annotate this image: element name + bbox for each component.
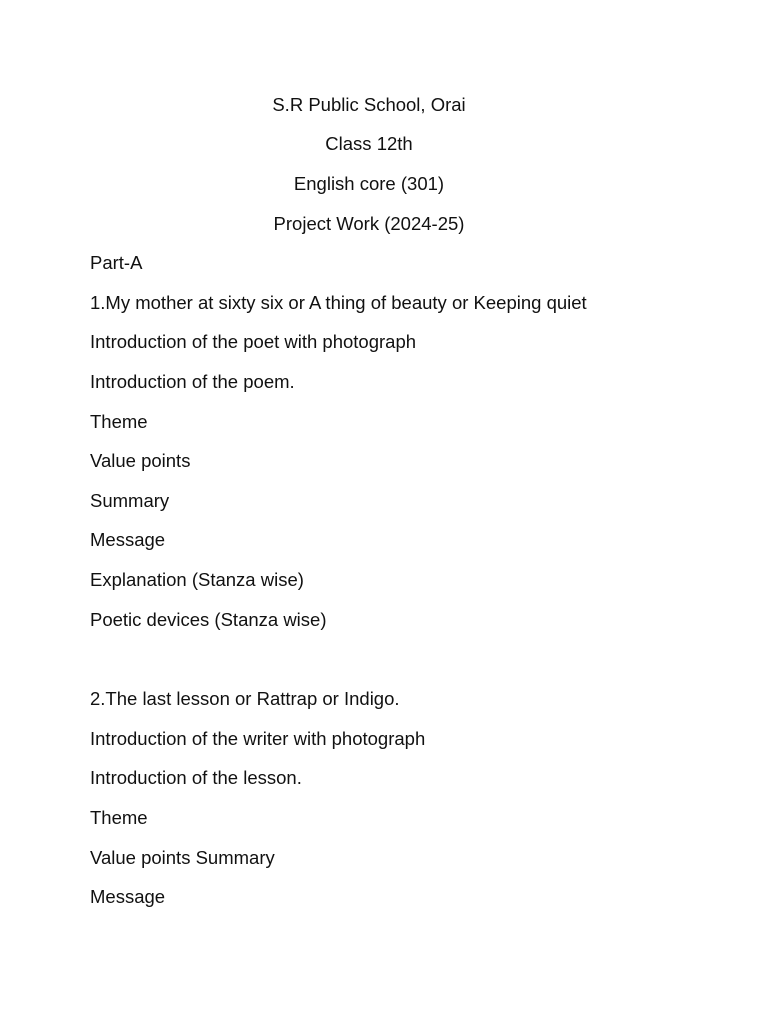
section-2-item: Message	[90, 886, 166, 907]
section-2-item: Introduction of the writer with photograph	[90, 728, 426, 749]
section-2-title: 2.The last lesson or Rattrap or Indigo.	[90, 688, 400, 709]
part-label: Part-A	[90, 252, 143, 273]
section-1-item: Message	[90, 529, 166, 550]
section-1-item: Introduction of the poem.	[90, 371, 295, 392]
section-1-item: Value points	[90, 450, 191, 471]
school-name: S.R Public School, Orai	[272, 94, 466, 115]
project-heading: Project Work (2024-25)	[273, 213, 465, 234]
section-1-title: 1.My mother at sixty six or A thing of beauty or Keeping quiet	[90, 292, 587, 313]
section-1-item: Summary	[90, 490, 170, 511]
section-2-item: Introduction of the lesson.	[90, 767, 302, 788]
section-1-item: Introduction of the poet with photograph	[90, 331, 417, 352]
section-1-item: Poetic devices (Stanza wise)	[90, 609, 327, 630]
section-1-item: Theme	[90, 411, 148, 432]
section-1-item: Explanation (Stanza wise)	[90, 569, 304, 590]
class-heading: Class 12th	[325, 133, 413, 154]
subject-heading: English core (301)	[293, 173, 445, 194]
section-2-item: Theme	[90, 807, 148, 828]
section-2-item: Value points Summary	[90, 847, 275, 868]
